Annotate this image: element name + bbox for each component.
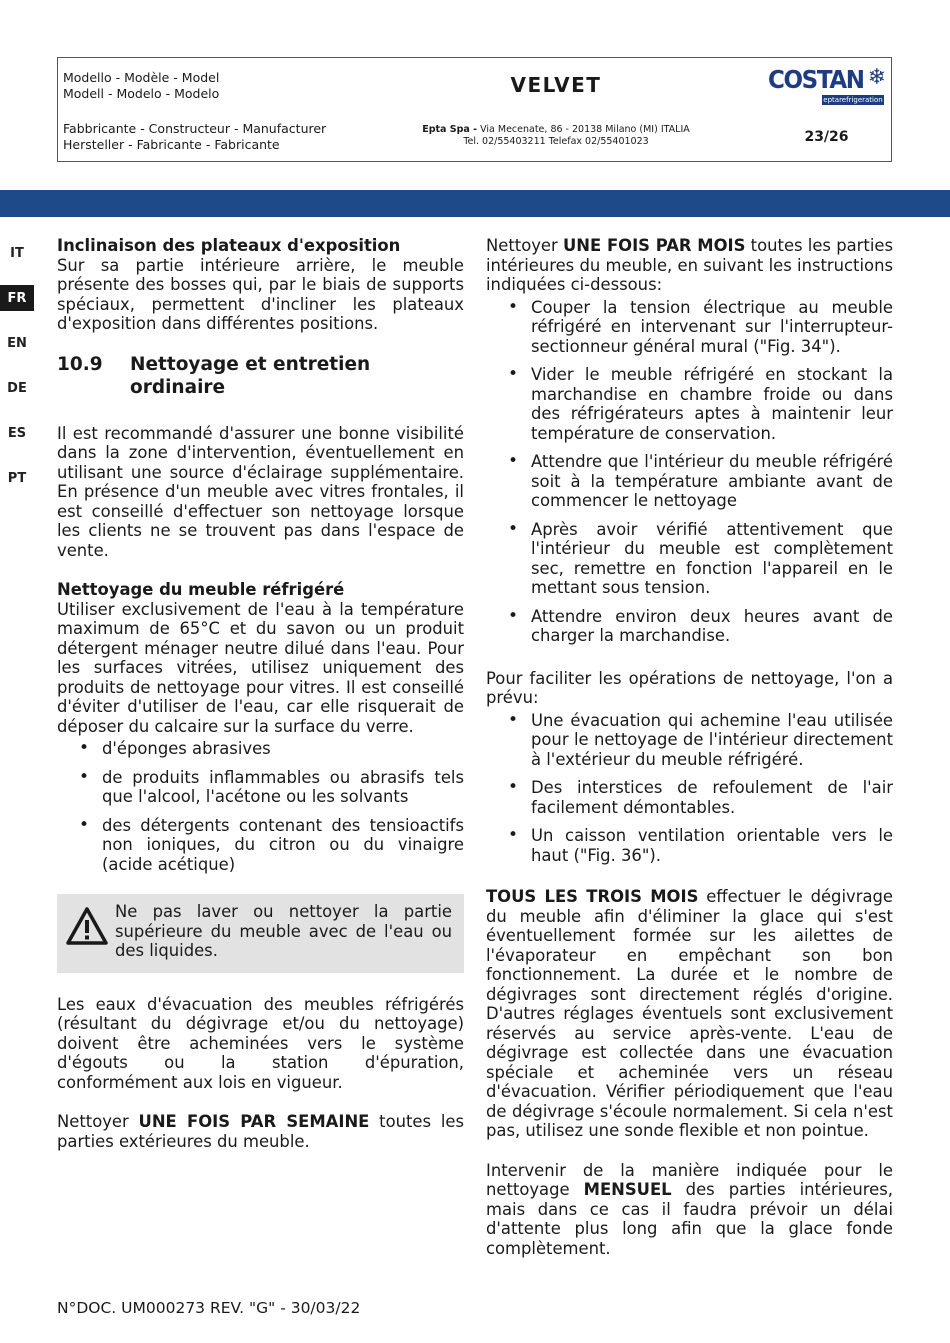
final-prefix: Intervenir de la manière indiquée pour le nettoyage xyxy=(486,1160,893,1199)
list-item: • Un caisson ventilation orientable vers le haut ("Fig. 36"). xyxy=(486,826,893,865)
company-name: Epta Spa - xyxy=(422,124,478,135)
cleaning-heading: Nettoyage du meuble réfrigéré xyxy=(57,580,345,599)
model-label-line2: Modell - Modelo - Modelo xyxy=(63,86,220,101)
facilities-list xyxy=(486,711,893,866)
monthly-prefix: Nettoyer xyxy=(486,236,558,255)
right-column xyxy=(486,236,893,1258)
list-item: • Après avoir vérifié attentivement que l'intérieur du meuble est complètement sec, remettre en fonction l'appareil en le mettant sous tension. xyxy=(486,520,893,598)
monthly-suffix: toutes les parties intérieures du meuble, en suivant les instructions indiquées ci-dessous: xyxy=(486,236,894,294)
final-suffix: des parties intérieures, mais dans ce cas il faudra prévoir un délai d'attente plus long afin que la glace fonde complètement. xyxy=(486,1180,893,1258)
page-number: 23/26 xyxy=(804,129,849,145)
model-label-cell xyxy=(58,58,352,112)
tilt-heading: Inclinaison des plateaux d'exposition xyxy=(57,236,401,255)
list-item: • des détergents contenant des tensioactifs non ioniques, du citron ou du vinaigre (acide acétique) xyxy=(57,816,464,875)
warning-note xyxy=(57,894,464,973)
final-emphasis: MENSUEL xyxy=(583,1180,672,1199)
visibility-paragraph: Il est recommandé d'assurer une bonne visibilité dans la zone d'intervention, éventuellement en utilisant une source d'éclairage supplémentaire. En présence d'un meuble avec vitres frontales, il est conseillé d'effectuer son nettoyage lorsque les clients ne se trouvent pas dans l'espace de vente. xyxy=(57,423,464,560)
language-tab-es[interactable]: ES xyxy=(7,425,27,441)
monthly-emphasis: UNE FOIS PAR MOIS xyxy=(563,236,746,255)
monthly-steps-list xyxy=(486,298,893,646)
language-tab-fr[interactable]: FR xyxy=(0,285,34,311)
quarterly-emphasis: TOUS LES TROIS MOIS xyxy=(486,887,699,906)
language-tab-it[interactable]: IT xyxy=(10,245,24,261)
snowflake-icon: ❄ xyxy=(867,65,886,90)
list-item: • Attendre environ deux heures avant de charger la marchandise. xyxy=(486,607,893,646)
manufacturer-label-cell xyxy=(58,112,352,162)
brand-logo-cell xyxy=(760,58,893,112)
final-paragraph xyxy=(486,1161,893,1259)
avoid-list xyxy=(57,739,464,874)
section-number: 10.9 xyxy=(57,353,103,375)
list-item: • de produits inflammables ou abrasifs tels que l'alcool, l'acétone ou les solvants xyxy=(57,768,464,807)
header-band xyxy=(0,190,950,217)
tilt-paragraph: Sur sa partie intérieure arrière, le meuble présente des bosses qui, par le biais de supports spéciaux, permettent d'incliner les plateaux d'exposition dans différentes positions. xyxy=(57,255,464,333)
list-item: • Une évacuation qui achemine l'eau utilisée pour le nettoyage de l'intérieur directement à l'extérieur du meuble réfrigéré. xyxy=(486,711,893,770)
language-tab-en[interactable]: EN xyxy=(7,335,27,351)
logo-subtitle: eptarefrigeration xyxy=(823,96,883,104)
list-item: • d'éponges abrasives xyxy=(57,739,464,759)
facilitate-paragraph: Pour faciliter les opérations de nettoyage, l'on a prévu: xyxy=(486,668,893,707)
logo-wordmark: COSTAN xyxy=(768,65,864,94)
language-tab-de[interactable]: DE xyxy=(7,380,27,396)
left-column xyxy=(57,236,464,1151)
model-name: VELVET xyxy=(510,73,602,97)
quarterly-text: effectuer le dégivrage du meuble afin d'éliminer la glace qui s'est éventuellement formée sur les ailettes de l'évaporateur en empêchant son bon fonctionnement. La durée et le nombre de dégivrages sont directement réglés d'origine. D'autres réglages éventuels sont exclusivement réservés au service après-vente. L'eau de dégivrage est collectée dans une évacuation spéciale et acheminée vers un réseau d'évacuation. Vérifier périodiquement que l'eau de dégivrage s'écoule normalement. Si cela n'est pas, utilisez une sonde flexible et non pointue. xyxy=(486,887,893,1140)
weekly-paragraph xyxy=(57,1112,464,1151)
section-title: Nettoyage et entretien ordinaire xyxy=(130,353,371,398)
weekly-emphasis: UNE FOIS PAR SEMAINE xyxy=(138,1112,370,1131)
monthly-paragraph xyxy=(486,236,893,295)
costan-logo xyxy=(766,65,888,105)
language-tab-pt[interactable]: PT xyxy=(7,470,27,486)
warning-triangle-icon xyxy=(65,902,115,961)
defrost-paragraph xyxy=(486,887,893,1141)
document-reference: N°DOC. UM000273 REV. "G" - 30/03/22 xyxy=(57,1299,361,1317)
list-item: • Couper la tension électrique au meuble réfrigéré en intervenant sur l'interrupteur-sectionneur général mural ("Fig. 34"). xyxy=(486,298,893,357)
list-item: • Attendre que l'intérieur du meuble réfrigéré soit à la température ambiante avant de commencer le nettoyage xyxy=(486,452,893,511)
list-item: • Des interstices de refoulement de l'air facilement démontables. xyxy=(486,778,893,817)
model-label-line1: Modello - Modèle - Model xyxy=(63,70,220,85)
drainage-paragraph: Les eaux d'évacuation des meubles réfrigérés (résultant du dégivrage et/ou du nettoyage) doivent être acheminées vers le système d'égouts ou la station d'épuration, conformément aux lois en vigueur. xyxy=(57,994,464,1092)
address-line1: Via Mecenate, 86 - 20138 Milano (MI) ITALIA xyxy=(480,124,690,135)
section-heading xyxy=(57,353,464,399)
manufacturer-address xyxy=(352,112,760,162)
manufacturer-label-line1: Fabbricante - Constructeur - Manufacturer xyxy=(63,121,327,136)
list-item: • Vider le meuble réfrigéré en stockant la marchandise en chambre froide ou dans des réfrigérateurs aptes à maintenir leur température de conservation. xyxy=(486,365,893,443)
weekly-suffix: toutes les parties extérieures du meuble. xyxy=(57,1112,464,1151)
warning-text: Ne pas laver ou nettoyer la partie supérieure du meuble avec de l'eau ou des liquides. xyxy=(115,902,452,960)
weekly-prefix: Nettoyer xyxy=(57,1112,129,1131)
header-table xyxy=(57,57,892,162)
cleaning-paragraph: Utiliser exclusivement de l'eau à la température maximum de 65°C et du savon ou un produit détergent ménager neutre dilué dans l'eau. Pour les surfaces vitrées, utilisez uniquement des produits de nettoyage pour vitres. Il est conseillé d'éviter d'utiliser de l'eau, car elle risquerait de déposer du calcaire sur la surface du verre. xyxy=(57,599,464,736)
manufacturer-label-line2: Hersteller - Fabricante - Fabricante xyxy=(63,137,280,152)
address-line2: Tel. 02/55403211 Telefax 02/55401023 xyxy=(463,136,649,147)
